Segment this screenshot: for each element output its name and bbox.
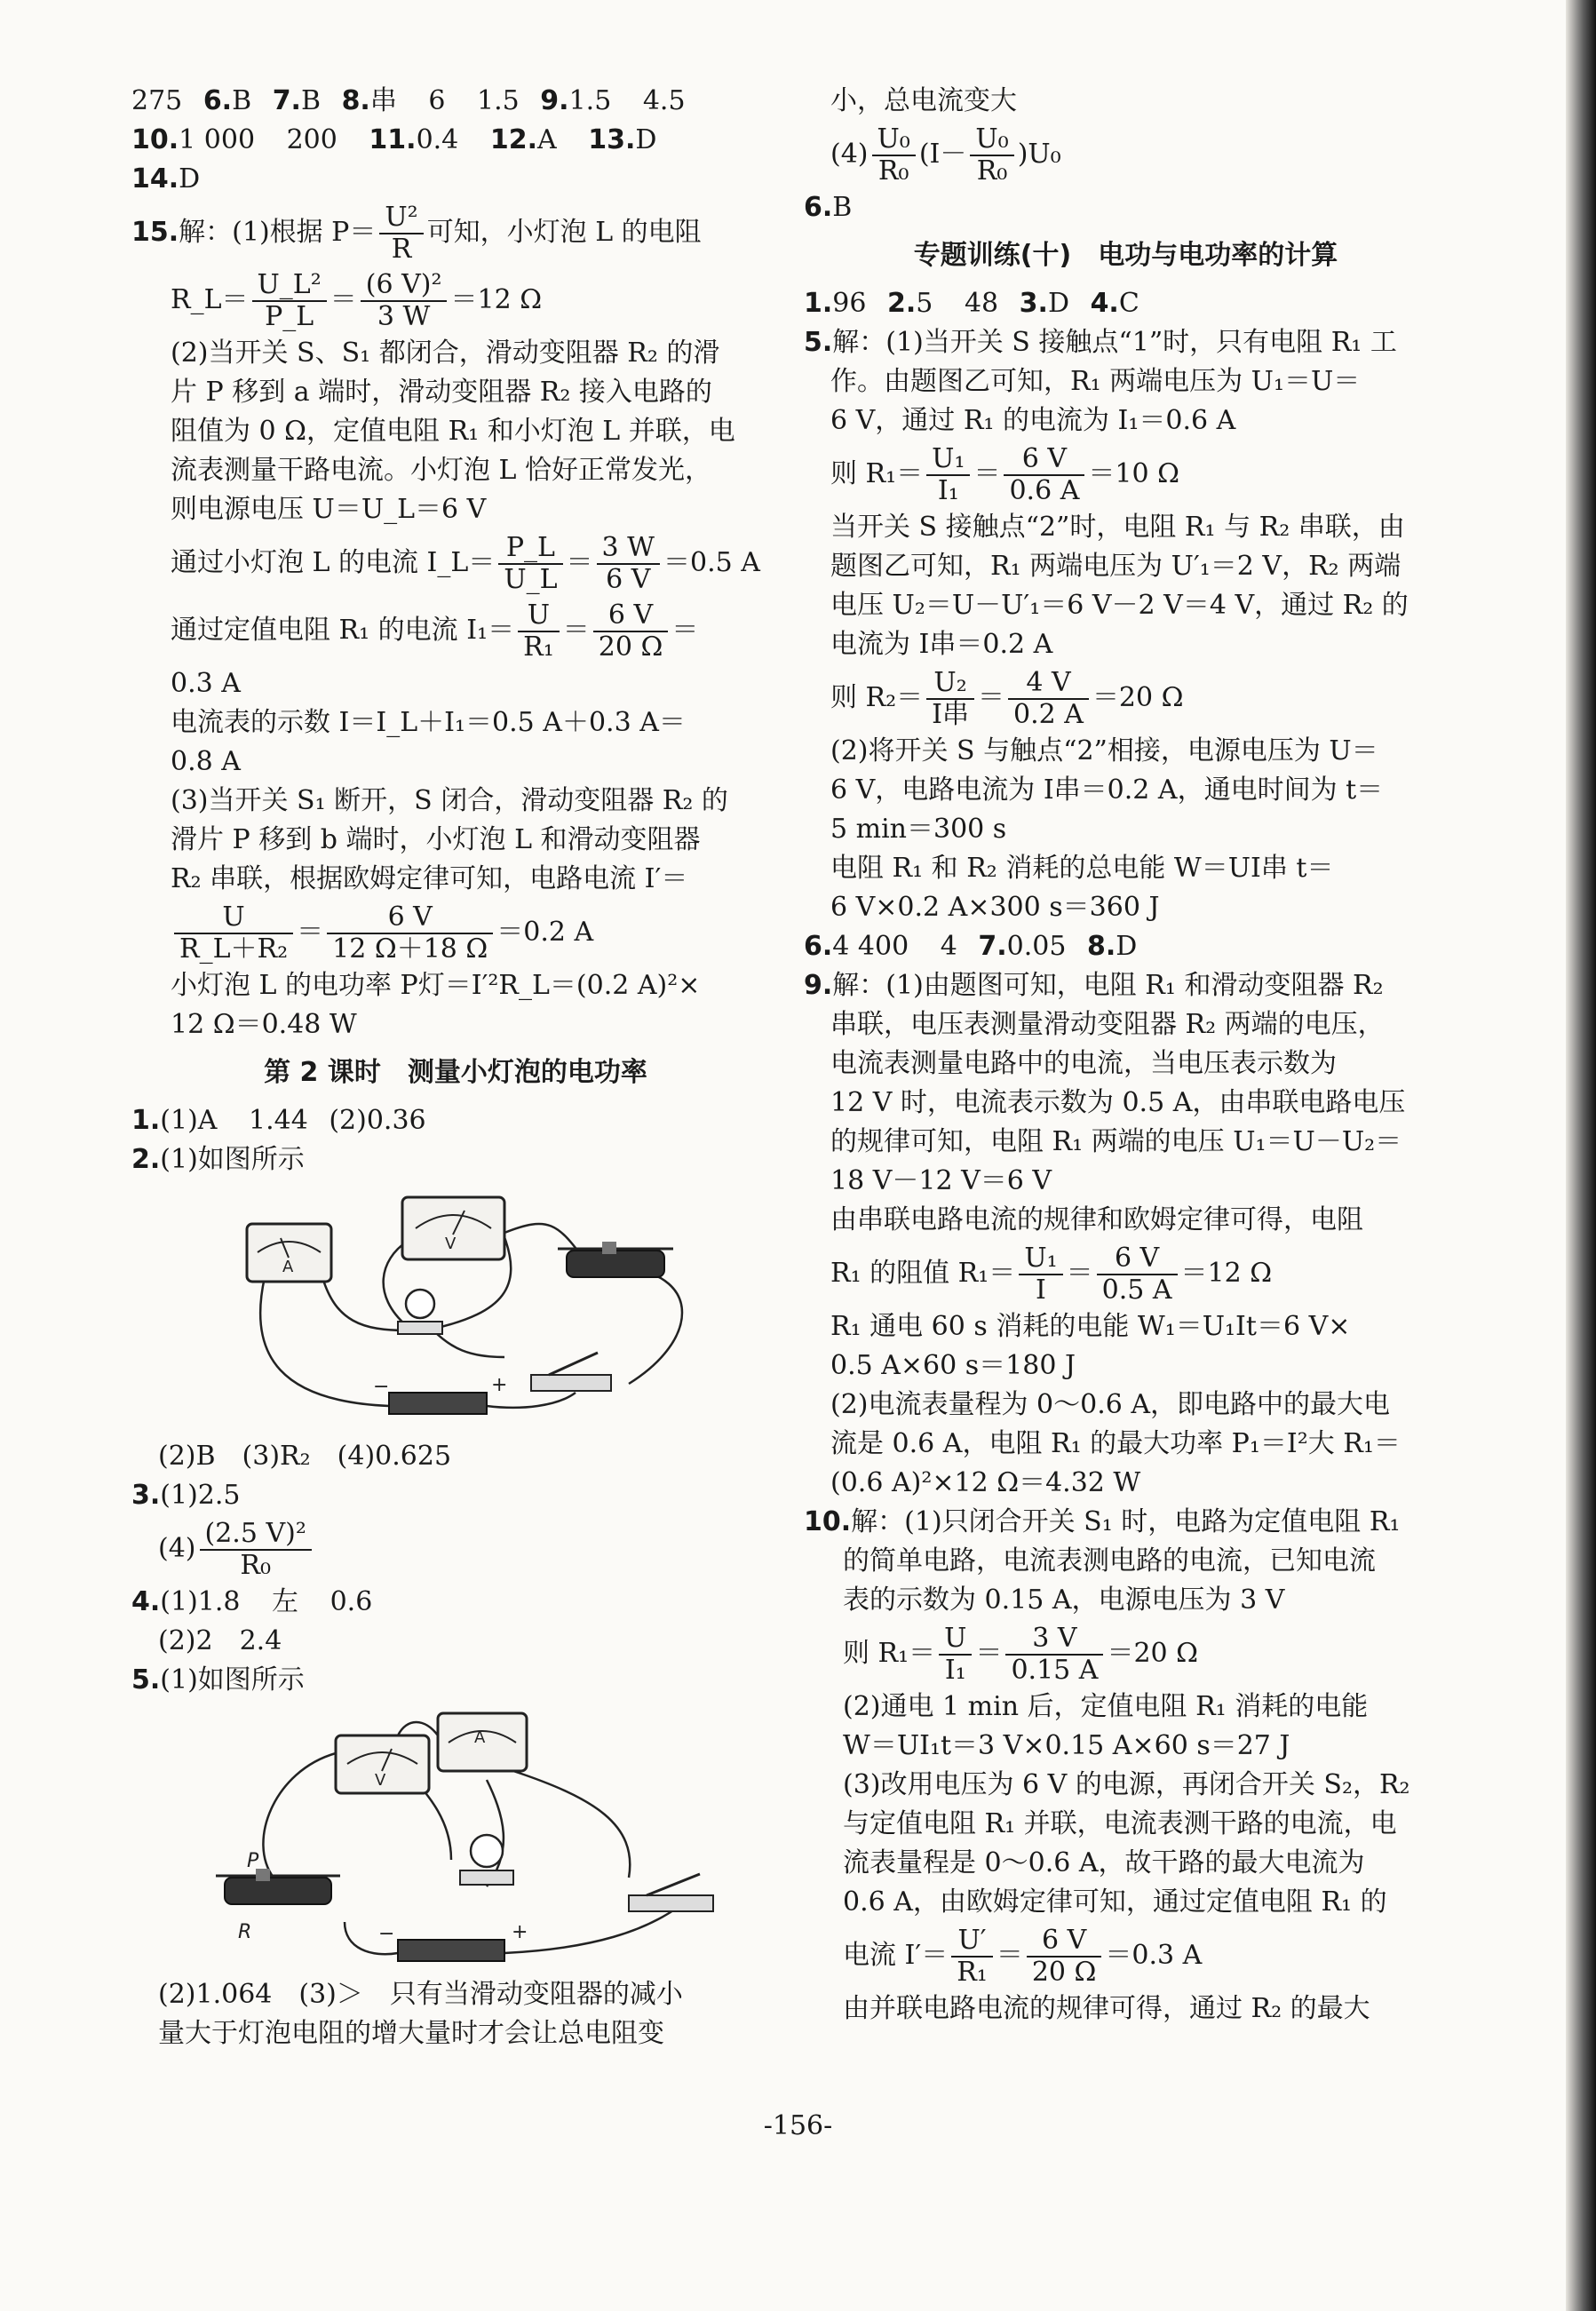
solution-text: 解：(1)当开关 S 接触点“1”时，只有电阻 R₁ 工 — [832, 327, 1397, 358]
q15-resistance-formula — [131, 266, 780, 334]
fraction — [379, 203, 423, 265]
answer-text: D — [179, 163, 201, 195]
solution-line: 题图乙可知，R₁ 两端电压为 U′₁＝2 V，R₂ 两端 — [830, 551, 1401, 582]
circuit-figure-1 — [131, 1179, 780, 1437]
right-column — [804, 82, 1448, 2029]
numerator: 4 V — [1008, 668, 1089, 700]
answer-text: 0.6 — [330, 1586, 373, 1617]
question-number: 8. — [1086, 931, 1116, 962]
solution-line: 0.6 A，由欧姆定律可知，通过定值电阻 R₁ 的 — [843, 1886, 1387, 1918]
fraction — [1027, 1926, 1102, 1988]
answer-text: 4 400 — [832, 931, 909, 962]
switch-icon — [629, 1874, 713, 1911]
fraction — [872, 124, 916, 187]
slider-label: P — [247, 1850, 259, 1872]
denominator: 20 Ω — [1031, 1957, 1097, 1988]
ammeter-label: A — [282, 1258, 294, 1276]
solution-line: 18 V－12 V＝6 V — [830, 1165, 1052, 1196]
wire — [398, 1722, 438, 1735]
solution-line: 6 V，通过 R₁ 的电流为 I₁＝0.6 A — [830, 405, 1236, 436]
question-number: 13. — [588, 124, 636, 155]
answer-line-2 — [131, 121, 780, 160]
numerator: P_L — [498, 533, 562, 565]
numerator: U₁ — [926, 444, 970, 476]
question-number: 2. — [887, 288, 917, 319]
solution-line: 阻值为 0 Ω，定值电阻 R₁ 和小灯泡 L 并联，电 — [171, 416, 735, 447]
denominator: 0.15 A — [1011, 1655, 1099, 1686]
answer-text: (2)0.36 — [329, 1105, 426, 1136]
fraction — [597, 533, 660, 595]
solution-line: 的规律可知，电阻 R₁ 两端的电压 U₁＝U－U₂＝ — [830, 1126, 1402, 1157]
q5-r1-formula: 则 R₁＝ $\frac{\text{U₁}}{\text{I₁}}$ ＝ $\frac{6 V}{0.6 A}$ ＝10 Ω — [830, 443, 1179, 506]
lightbulb-icon — [460, 1835, 513, 1885]
q15-lamp-current-formula: 通过小灯泡 L 的电流 I_L＝ $\frac{P\_L}{U\_L}$ ＝ $\frac{3 W}{6 V}$ ＝0.5 A — [171, 532, 760, 595]
answer-text: 96 — [832, 288, 867, 319]
fraction — [939, 1624, 972, 1686]
answer-line-1 — [131, 82, 780, 121]
question-number: 6. — [202, 85, 233, 116]
solution-line: 6 V，电路电流为 I串＝0.2 A，通电时间为 t＝ — [830, 774, 1384, 806]
solution-line: 由串联电路电流的规律和欧姆定律可得，电阻 — [830, 1204, 1363, 1235]
solution-text: 解：(1)只闭合开关 S₁ 时，电路为定值电阻 R₁ — [851, 1506, 1401, 1537]
answer-text: 0.05 — [1006, 931, 1067, 962]
solution-line: 电流表的示数 I＝I_L＋I₁＝0.5 A＋0.3 A＝ — [171, 707, 686, 738]
rheostat-label: R — [238, 1921, 252, 1943]
switch-icon — [531, 1353, 611, 1391]
question-number: 1. — [131, 1105, 161, 1136]
question-number: 4. — [1090, 288, 1119, 319]
solution-line: R₂ 串联，根据欧姆定律可知，电路电流 I′＝ — [171, 863, 688, 894]
answer-text: B — [232, 85, 252, 116]
q5-line-1 — [804, 323, 1448, 362]
denominator: R — [391, 234, 412, 265]
formula-text: 通过定值电阻 R₁ 的电流 I₁＝ — [171, 615, 515, 646]
q10-current-formula: 电流 I′＝ $\frac{U'}{\text{R₁}}$ ＝ $\frac{6 V}{20 \Omega}$ ＝0.3 A — [843, 1925, 1203, 1988]
scan-edge-shadow — [1566, 0, 1596, 2311]
circuit-diagram-1 — [131, 1179, 780, 1437]
battery-minus-label: − — [373, 1376, 390, 1398]
solution-line: 小，总电流变大 — [830, 85, 1017, 116]
denominator: 3 W — [377, 301, 431, 332]
solution-text: 可知，小灯泡 L 的电阻 — [426, 217, 702, 248]
answer-line-1 — [804, 284, 1448, 323]
numerator: U′ — [951, 1926, 993, 1958]
denominator: 12 Ω＋18 Ω — [332, 933, 488, 965]
battery-icon — [378, 1921, 528, 1961]
denominator: I₁ — [944, 1655, 966, 1686]
question-number: 7. — [272, 85, 301, 116]
fraction — [1005, 1624, 1103, 1686]
solution-line: W＝UI₁t＝3 V×0.15 A×60 s＝27 J — [843, 1730, 1290, 1761]
formula-text: ＝10 Ω — [1088, 458, 1179, 489]
solution-line: 表的示数为 0.15 A，电源电压为 3 V — [843, 1584, 1285, 1616]
answer-line: (2)B (3)R₂ (4)0.625 — [158, 1441, 452, 1472]
numerator: U² — [379, 203, 423, 234]
denominator: 20 Ω — [598, 631, 663, 663]
circuit-figure-2 — [131, 1700, 780, 1975]
q6-answer — [804, 188, 1448, 227]
denominator: R₁ — [523, 631, 554, 663]
fraction — [1097, 1243, 1178, 1306]
q10-line-1 — [804, 1503, 1448, 1542]
numerator: U₂ — [926, 668, 974, 700]
wire — [260, 1277, 389, 1406]
circuit-diagram-2 — [131, 1700, 780, 1975]
solution-line: 电压 U₂＝U－U′₁＝6 V－2 V＝4 V，通过 R₂ 的 — [830, 590, 1409, 621]
answer-line: 量大于灯泡电阻的增大量时才会让总电阻变 — [158, 2018, 664, 2049]
q15-line-1 — [131, 199, 780, 266]
answer-text: 4.5 — [642, 85, 686, 116]
solution-line: (2)通电 1 min 后，定值电阻 R₁ 消耗的电能 — [843, 1691, 1369, 1722]
fraction — [498, 533, 562, 595]
fraction — [593, 600, 669, 663]
numerator: U — [174, 902, 293, 934]
formula-text: ＝0.5 A — [663, 547, 760, 578]
wire — [433, 1330, 504, 1357]
fraction — [926, 444, 970, 506]
formula-text: 则 R₂＝ — [830, 682, 924, 713]
solution-line: 电阻 R₁ 和 R₂ 消耗的总电能 W＝UI串 t＝ — [830, 853, 1334, 884]
numerator: 3 W — [597, 533, 660, 565]
answer-line: (2)1.064 (3)＞ 只有当滑动变阻器的减小 — [158, 1979, 683, 2010]
lightbulb-icon — [398, 1290, 442, 1334]
denominator: I串 — [932, 699, 970, 730]
solution-line: 0.8 A — [171, 746, 241, 777]
solution-line: 小灯泡 L 的电功率 P灯＝I′²R_L＝(0.2 A)²× — [171, 970, 701, 1001]
answer-text: D — [635, 124, 657, 155]
fraction — [252, 270, 327, 332]
ammeter-label: A — [474, 1728, 486, 1747]
formula-text: R_L＝ — [171, 284, 249, 315]
denominator: I₁ — [937, 475, 959, 506]
denominator: R₀ — [240, 1550, 271, 1581]
answer-text: 0.4 — [416, 124, 459, 155]
numerator: 6 V — [1027, 1926, 1102, 1958]
wire — [629, 1268, 682, 1384]
q4-answer — [131, 1583, 780, 1622]
answer-text: 1.5 — [568, 85, 612, 116]
answer-text: 左 — [272, 1586, 299, 1617]
solution-line: 12 Ω＝0.48 W — [171, 1009, 357, 1040]
denominator: 6 V — [606, 564, 651, 595]
numerator: (2.5 V)² — [200, 1519, 312, 1551]
left-column — [131, 82, 780, 2053]
question-number: 11. — [369, 124, 417, 155]
wire — [263, 1753, 336, 1878]
battery-plus-label: + — [491, 1374, 508, 1396]
solution-line: (2)电流表量程为 0～0.6 A，即电路中的最大电 — [830, 1389, 1391, 1420]
fraction — [174, 902, 293, 965]
voltmeter-icon — [336, 1735, 429, 1793]
answer-text: 1.5 — [477, 85, 520, 116]
solution-line: 与定值电阻 R₁ 并联，电流表测干路的电流，电 — [843, 1808, 1397, 1839]
answer-text: B — [832, 192, 853, 223]
solution-line: 流是 0.6 A，电阻 R₁ 的最大功率 P₁＝I²大 R₁＝ — [830, 1428, 1401, 1459]
numerator: 6 V — [1004, 444, 1084, 476]
denominator: 0.5 A — [1101, 1275, 1172, 1306]
numerator: U — [939, 1624, 972, 1656]
question-number: 10. — [804, 1506, 852, 1537]
solution-line: 由并联电路电流的规律可得，通过 R₂ 的最大 — [843, 1993, 1370, 2024]
fraction — [970, 124, 1013, 187]
denominator: 0.6 A — [1009, 475, 1080, 506]
solution-line: 片 P 移到 a 端时，滑动变阻器 R₂ 接入电路的 — [171, 377, 712, 408]
q5-answer — [131, 1661, 780, 1700]
wire — [322, 1277, 407, 1330]
solution-text: 解：(1)根据 P＝ — [179, 217, 377, 248]
answer-line: (2)2 2.4 — [158, 1625, 282, 1656]
formula-text: (4) — [830, 139, 869, 170]
formula-text: ＝ — [330, 284, 357, 315]
question-number: 10. — [131, 124, 179, 155]
numerator: U₀ — [970, 124, 1013, 156]
numerator: 6 V — [593, 600, 669, 632]
wire — [513, 1771, 630, 1878]
answer-text: (1)1.8 — [160, 1586, 241, 1617]
formula-text: R₁ 的阻值 R₁＝ — [830, 1258, 1016, 1289]
question-number: 5. — [131, 1664, 161, 1696]
denominator: R₀ — [877, 155, 909, 187]
solution-line: 串联，电压表测量滑动变阻器 R₂ 两端的电压， — [830, 1009, 1385, 1040]
solution-line: 0.5 A×60 s＝180 J — [830, 1350, 1076, 1381]
q3-formula — [131, 1515, 780, 1583]
answer-text: 1.44 — [249, 1105, 308, 1136]
question-number: 4. — [131, 1586, 161, 1617]
question-number: 8. — [341, 85, 370, 116]
numerator: 6 V — [327, 902, 493, 934]
fraction — [518, 600, 560, 663]
formula-text: 电流 I′＝ — [843, 1940, 949, 1971]
answer-text: 200 — [286, 124, 337, 155]
ammeter-icon — [438, 1713, 527, 1771]
question-number: 6. — [804, 931, 833, 962]
numerator: 3 V — [1005, 1624, 1103, 1656]
ammeter-icon — [247, 1224, 331, 1282]
answer-text: 275 — [131, 85, 183, 116]
battery-plus-label: + — [512, 1921, 528, 1943]
question-number: 7. — [978, 931, 1007, 962]
page-number: -156- — [763, 2110, 833, 2141]
question-number: 15. — [131, 217, 179, 248]
solution-line: 流表量程是 0～0.6 A，故干路的最大电流为 — [843, 1847, 1365, 1878]
formula-text: 通过小灯泡 L 的电流 I_L＝ — [171, 547, 496, 578]
solution-line: 电流为 I串＝0.2 A — [830, 629, 1053, 660]
rheostat-icon — [216, 1850, 340, 1943]
solution-line: 6 V×0.2 A×300 s＝360 J — [830, 892, 1160, 923]
solution-text: 解：(1)由题图可知，电阻 R₁ 和滑动变阻器 R₂ — [832, 970, 1384, 1001]
section-heading: 专题训练(十) 电功与电功率的计算 — [913, 240, 1338, 271]
answer-text: (1)如图所示 — [160, 1144, 305, 1175]
answer-text: 48 — [964, 288, 999, 319]
solution-line: 流表测量干路电流。小灯泡 L 恰好正常发光， — [171, 455, 711, 486]
fraction — [1008, 668, 1089, 730]
fraction — [1004, 444, 1084, 506]
answer-line-2 — [804, 927, 1448, 966]
solution-line: 电流表测量电路中的电流，当电压表示数为 — [830, 1048, 1337, 1079]
answer-text: 6 — [428, 85, 446, 116]
cont-formula — [804, 121, 1448, 188]
question-number: 12. — [489, 124, 537, 155]
question-number: 6. — [804, 192, 833, 223]
answer-text: 1 000 — [179, 124, 256, 155]
answer-text: D — [1116, 931, 1138, 962]
formula-text: 则 R₁＝ — [830, 458, 924, 489]
denominator: U_L — [504, 564, 558, 595]
answer-text: A — [536, 124, 557, 155]
formula-text: (I－ — [918, 139, 967, 170]
voltmeter-label: V — [375, 1771, 386, 1790]
solution-line: 则电源电压 U＝U_L＝6 V — [171, 494, 487, 525]
answer-text: D — [1047, 288, 1070, 319]
answer-text: (1)如图所示 — [160, 1664, 305, 1696]
question-number: 3. — [1019, 288, 1048, 319]
answer-text: (1)2.5 — [160, 1480, 241, 1511]
question-number: 9. — [804, 970, 833, 1001]
q3-answer — [131, 1476, 780, 1515]
solution-line: (2)当开关 S、S₁ 都闭合，滑动变阻器 R₂ 的滑 — [171, 338, 720, 369]
answer-text: (1)A — [160, 1105, 218, 1136]
fraction — [327, 902, 493, 965]
numerator: U₁ — [1019, 1243, 1062, 1275]
numerator: 6 V — [1097, 1243, 1178, 1275]
formula-text: ＝0.3 A — [1105, 1940, 1203, 1971]
q2-answer — [131, 1140, 780, 1179]
voltmeter-label: V — [445, 1235, 457, 1253]
q1-answer — [131, 1101, 780, 1140]
section-heading: 第 2 课时 测量小灯泡的电功率 — [264, 1057, 647, 1088]
question-number: 1. — [804, 288, 833, 319]
solution-line: 12 V 时，电流表示数为 0.5 A，由串联电路电压 — [830, 1087, 1406, 1118]
formula-text: ＝20 Ω — [1092, 682, 1184, 713]
q15-resistor-current-formula: 通过定值电阻 R₁ 的电流 I₁＝ $\frac{U}{\text{R₁}}$ ＝ $\frac{6 V}{20 \Omega}$ ＝ — [171, 600, 699, 663]
q9-line-1 — [804, 966, 1448, 1005]
answer-text: 串 — [369, 85, 397, 116]
solution-line: (3)改用电压为 6 V 的电源，再闭合开关 S₂，R₂ — [843, 1769, 1410, 1800]
fraction — [200, 1519, 312, 1581]
numerator: U_L² — [252, 270, 327, 302]
fraction — [361, 270, 448, 332]
question-number: 3. — [131, 1480, 161, 1511]
solution-line: 当开关 S 接触点“2”时，电阻 R₁ 与 R₂ 串联，由 — [830, 512, 1405, 543]
fraction — [951, 1926, 993, 1988]
solution-line: 的简单电路，电流表测电路的电流，已知电流 — [843, 1545, 1376, 1576]
question-number: 14. — [131, 163, 179, 195]
answer-line-3 — [131, 160, 780, 199]
denominator: 0.2 A — [1013, 699, 1084, 730]
solution-line: (3)当开关 S₁ 断开，S 闭合，滑动变阻器 R₂ 的 — [171, 785, 728, 816]
fraction — [926, 668, 974, 730]
solution-line: R₁ 通电 60 s 消耗的电能 W₁＝U₁It＝6 V× — [830, 1311, 1351, 1342]
numerator: U — [518, 600, 560, 632]
question-number: 2. — [131, 1144, 161, 1175]
formula-text: ＝0.2 A — [496, 917, 594, 948]
question-number: 9. — [540, 85, 569, 116]
solution-line: (0.6 A)²×12 Ω＝4.32 W — [830, 1467, 1141, 1498]
numerator: (6 V)² — [361, 270, 448, 302]
fraction — [1019, 1243, 1062, 1306]
numerator: U₀ — [872, 124, 916, 156]
solution-line: (2)将开关 S 与触点“2”相接，电源电压为 U＝ — [830, 735, 1378, 766]
denominator: R₁ — [957, 1957, 988, 1988]
q5-r2-formula: 则 R₂＝ $\frac{\text{U₂}}{\text{I串}}$ ＝ $\frac{4 V}{0.2 A}$ ＝20 Ω — [830, 667, 1184, 730]
battery-minus-label: − — [378, 1923, 395, 1945]
solution-line: 作。由题图乙可知，R₁ 两端电压为 U₁＝U＝ — [830, 366, 1361, 397]
solution-line: 5 min＝300 s — [830, 814, 1007, 845]
voltmeter-icon — [402, 1197, 504, 1259]
formula-text: ＝12 Ω — [1180, 1258, 1273, 1289]
denominator: P_L — [265, 301, 314, 332]
formula-text: ＝ — [671, 615, 699, 646]
q15-series-current-formula: $\frac{U}{\text{R\_L＋R₂}}$ ＝ $\frac{6 V}{12 \Omega+18 \Omega}$ ＝0.2 A — [131, 899, 780, 966]
q10-r1-formula: 则 R₁＝ $\frac{U}{\text{I₁}}$ ＝ $\frac{3 V}{0.15 A}$ ＝20 Ω — [843, 1623, 1199, 1686]
denominator: I — [1036, 1275, 1046, 1306]
solution-line: 0.3 A — [171, 668, 241, 699]
solution-line: 滑片 P 移到 b 端时，小灯泡 L 和滑动变阻器 — [171, 824, 701, 855]
question-number: 5. — [804, 327, 833, 358]
answer-text: 4 — [940, 931, 957, 962]
denominator: R₀ — [976, 155, 1008, 187]
formula-text: 则 R₁＝ — [843, 1638, 936, 1669]
battery-icon — [373, 1374, 507, 1414]
answer-text: 5 — [916, 288, 933, 319]
answer-text: C — [1118, 288, 1139, 319]
answer-text: B — [300, 85, 322, 116]
formula-text: ＝20 Ω — [1107, 1638, 1199, 1669]
formula-text: (4) — [158, 1533, 196, 1564]
q9-r1-formula: R₁ 的阻值 R₁＝ $\frac{\text{U₁}}{I}$ ＝ $\frac{6 V}{0.5 A}$ ＝12 Ω — [830, 1243, 1273, 1306]
formula-text: )U₀ — [1017, 139, 1061, 170]
denominator: R_L＋R₂ — [179, 933, 289, 965]
formula-text: ＝12 Ω — [450, 284, 543, 315]
